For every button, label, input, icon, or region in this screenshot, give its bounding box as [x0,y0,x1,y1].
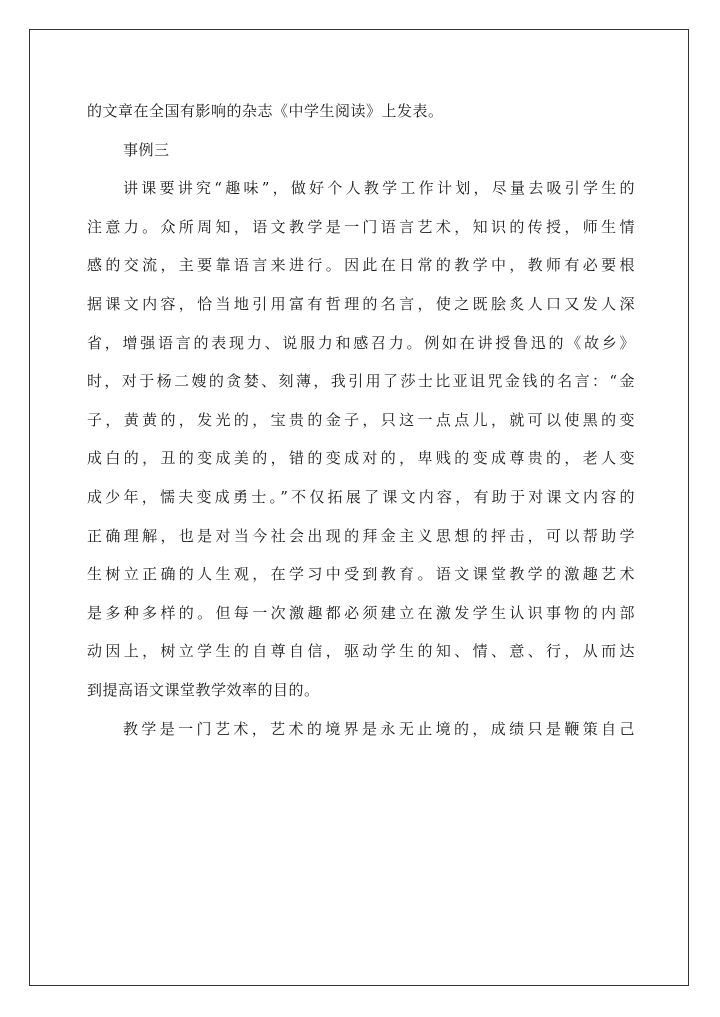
document-body [87,92,635,748]
paragraph-line: 生树立正确的人生观，在学习中受到教育。语文课堂教学的激趣艺术 [87,565,635,584]
paragraph-line: 成白的，丑的变成美的，错的变成对的，卑贱的变成尊贵的，老人变 [87,449,635,468]
paragraph-line: 时，对于杨二嫂的贪婪、刻薄，我引用了莎士比亚诅咒金钱的名言：“金 [87,372,635,391]
paragraph-line: 教学是一门艺术，艺术的境界是永无止境的，成绩只是鞭策自己 [123,719,635,738]
paragraph-line: 感的交流，主要靠语言来进行。因此在日常的教学中，教师有必要根 [87,256,635,275]
paragraph-line: 成少年，懦夫变成勇士。”不仅拓展了课文内容，有助于对课文内容的 [87,487,635,506]
paragraph-line: 省，增强语言的表现力、说服力和感召力。例如在讲授鲁迅的《故乡》 [87,333,635,352]
paragraph-line: 注意力。众所周知，语文教学是一门语言艺术，知识的传授，师生情 [87,217,635,236]
paragraph-line: 动因上，树立学生的自尊自信，驱动学生的知、情、意、行，从而达 [87,642,635,661]
paragraph-line: 到提高语文课堂教学效率的目的。 [87,680,320,699]
paragraph-line: 讲课要讲究“趣味”，做好个人教学工作计划，尽量去吸引学生的 [123,179,635,198]
paragraph-line: 的文章在全国有影响的杂志《中学生阅读》上发表。 [87,102,444,120]
section-heading: 事例三 [123,140,170,159]
paragraph-line: 正确理解，也是对当今社会出现的拜金主义思想的抨击，可以帮助学 [87,526,635,545]
paragraph-line: 是多种多样的。但每一次激趣都必须建立在激发学生认识事物的内部 [87,603,635,622]
paragraph-line: 据课文内容，恰当地引用富有哲理的名言，使之既脍炙人口又发人深 [87,294,635,313]
paragraph-line: 子，黄黄的，发光的，宝贵的金子，只这一点点儿，就可以使黑的变 [87,410,635,429]
